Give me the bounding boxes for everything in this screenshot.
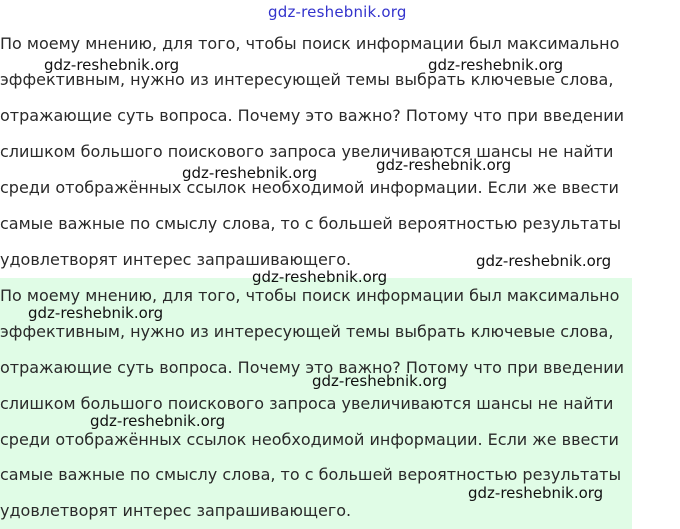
text-line: среди отображённых ссылок необходимой информации. Если же ввести [0,178,619,197]
watermark: gdz-reshebnik.org [182,164,318,182]
text-line: самые важные по смыслу слова, то с большей вероятностью результаты [0,214,622,233]
watermark: gdz-reshebnik.org [44,56,180,74]
text-line: эффективным, нужно из интересующей темы выбрать ключевые слова, [0,322,614,341]
text-line: среди отображённых ссылок необходимой информации. Если же ввести [0,430,619,449]
text-line: самые важные по смыслу слова, то с большей вероятностью результаты [0,465,622,484]
text-line: отражающие суть вопроса. Почему это важно? Потому что при введении [0,106,625,125]
watermark: gdz-reshebnik.org [468,484,604,502]
text-line: удовлетворят интерес запрашивающего. [0,250,352,269]
text-line: По моему мнению, для того, чтобы поиск информации был максимально [0,286,620,305]
watermark: gdz-reshebnik.org [28,304,164,322]
watermark: gdz-reshebnik.org [476,252,612,270]
text-line: слишком большого поискового запроса увеличиваются шансы не найти [0,142,614,161]
text-line: эффективным, нужно из интересующей темы выбрать ключевые слова, [0,70,614,89]
text-line: удовлетворят интерес запрашивающего. [0,501,352,520]
watermark: gdz-reshebnik.org [90,412,226,430]
watermark: gdz-reshebnik.org [252,268,388,286]
watermark: gdz-reshebnik.org [428,56,564,74]
text-line: слишком большого поискового запроса увеличиваются шансы не найти [0,394,614,413]
text-line: По моему мнению, для того, чтобы поиск информации был максимально [0,34,620,53]
text-line: отражающие суть вопроса. Почему это важно? Потому что при введении [0,358,625,377]
header-watermark: gdz-reshebnik.org [268,3,407,21]
watermark: gdz-reshebnik.org [312,372,448,390]
watermark: gdz-reshebnik.org [376,156,512,174]
